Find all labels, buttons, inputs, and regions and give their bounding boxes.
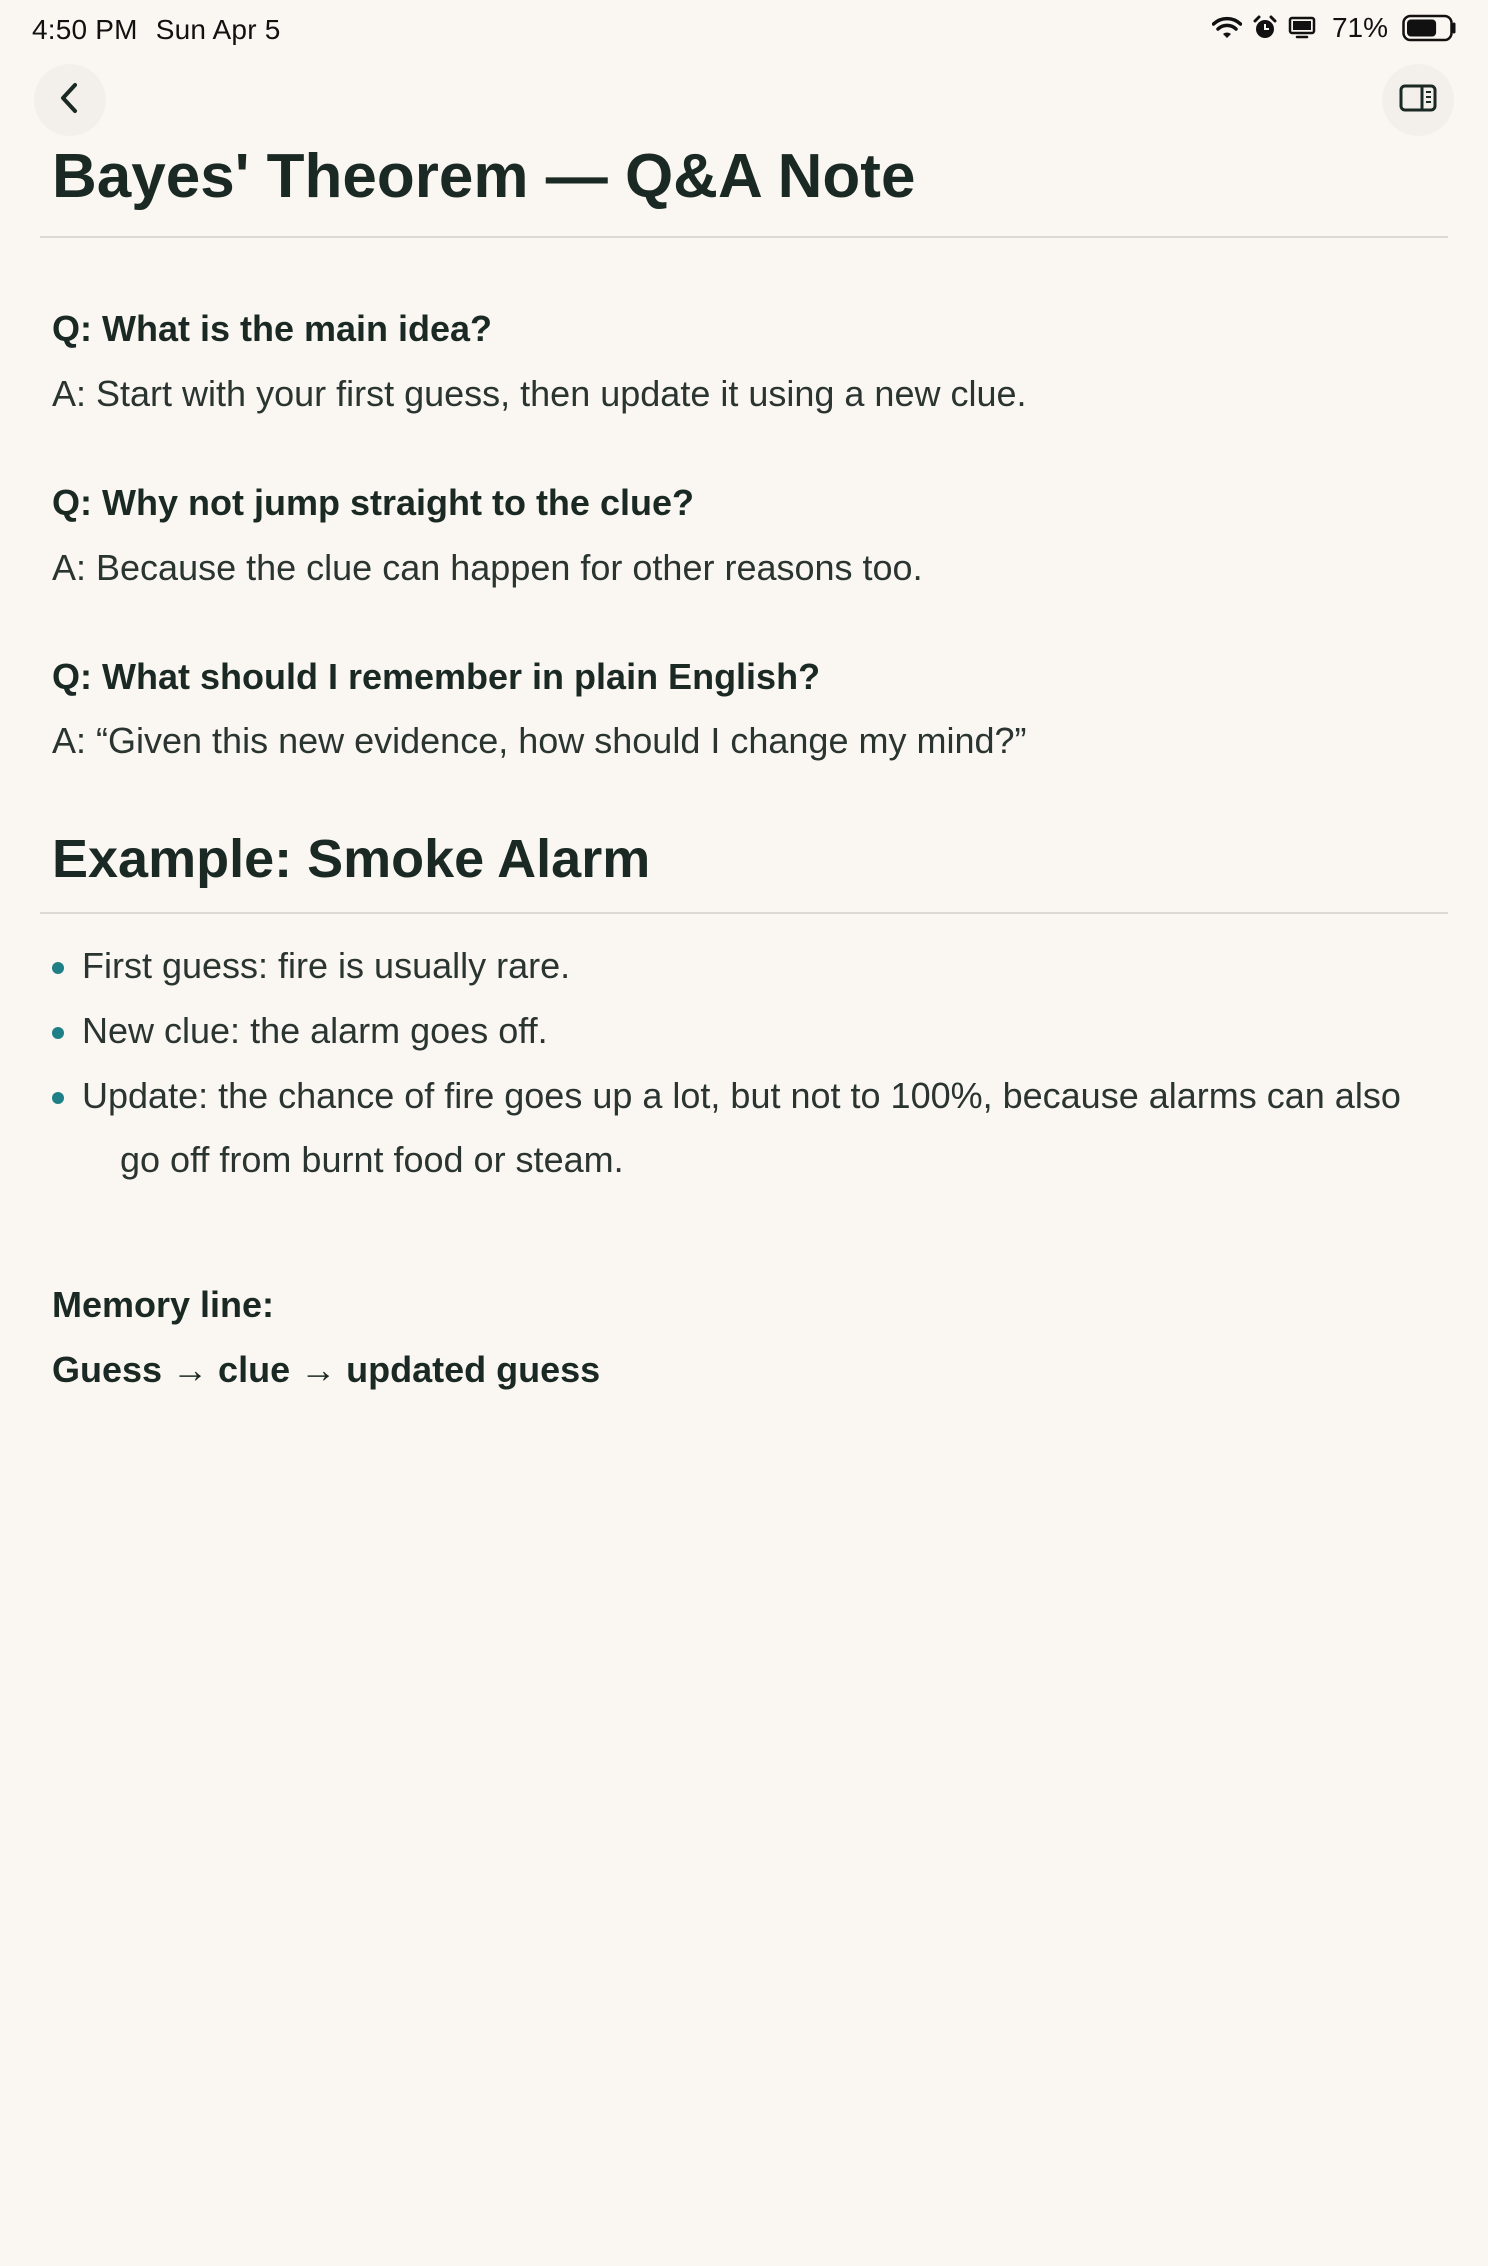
section-title: Example: Smoke Alarm xyxy=(52,829,651,890)
list-item xyxy=(52,999,1448,1064)
page-title: Bayes' Theorem — Q&A Note xyxy=(52,142,916,211)
list-item-text: New clue: the alarm goes off. xyxy=(82,1009,548,1051)
qa-list xyxy=(52,306,1448,765)
sidebar-toggle-button[interactable] xyxy=(1382,64,1454,136)
chevron-left-icon xyxy=(56,80,84,121)
status-bar xyxy=(0,0,1488,64)
memory-block xyxy=(52,1273,1448,1403)
qa-answer: A: Because the clue can happen for other reasons too. xyxy=(52,546,923,588)
list-item-continuation: go off from burnt food or steam. xyxy=(120,1139,624,1181)
bullet-dot-icon xyxy=(52,962,64,974)
status-time-date xyxy=(32,14,280,46)
status-date: Sun Apr 5 xyxy=(155,14,281,45)
title-divider xyxy=(40,236,1448,238)
qa-answer: A: “Given this new evidence, how should I change my mind?” xyxy=(52,720,1027,762)
list-item xyxy=(52,1064,1448,1194)
battery-icon xyxy=(1402,14,1458,42)
qa-item xyxy=(52,480,1448,592)
sidebar-toggle-icon xyxy=(1398,82,1438,119)
list-item-text: First guess: fire is usually rare. xyxy=(82,944,571,986)
qa-item xyxy=(52,306,1448,418)
bullet-dot-icon xyxy=(52,1027,64,1039)
alarm-icon xyxy=(1252,15,1278,41)
battery-percent: 71% xyxy=(1331,12,1388,43)
qa-answer: A: Start with your first guess, then update it using a new clue. xyxy=(52,373,1027,415)
qa-question: Q: Why not jump straight to the clue? xyxy=(52,481,694,523)
status-icons xyxy=(1212,12,1458,44)
section-divider xyxy=(40,912,1448,914)
qa-item xyxy=(52,654,1448,766)
memory-label: Memory line: xyxy=(52,1284,275,1326)
status-time: 4:50 PM xyxy=(32,14,138,45)
back-button[interactable] xyxy=(34,64,106,136)
note-content xyxy=(40,140,1448,1403)
memory-line: Guess → clue → updated guess xyxy=(52,1348,601,1390)
list-item-text: Update: the chance of fire goes up a lot, but not to 100%, because alarms can also xyxy=(82,1074,1401,1116)
qa-question: Q: What should I remember in plain English? xyxy=(52,655,821,697)
monitor-icon xyxy=(1288,16,1316,40)
bullet-dot-icon xyxy=(52,1092,64,1104)
list-item xyxy=(52,934,1448,999)
qa-question: Q: What is the main idea? xyxy=(52,308,493,350)
example-bullet-list xyxy=(40,934,1448,1193)
wifi-icon xyxy=(1212,16,1242,40)
